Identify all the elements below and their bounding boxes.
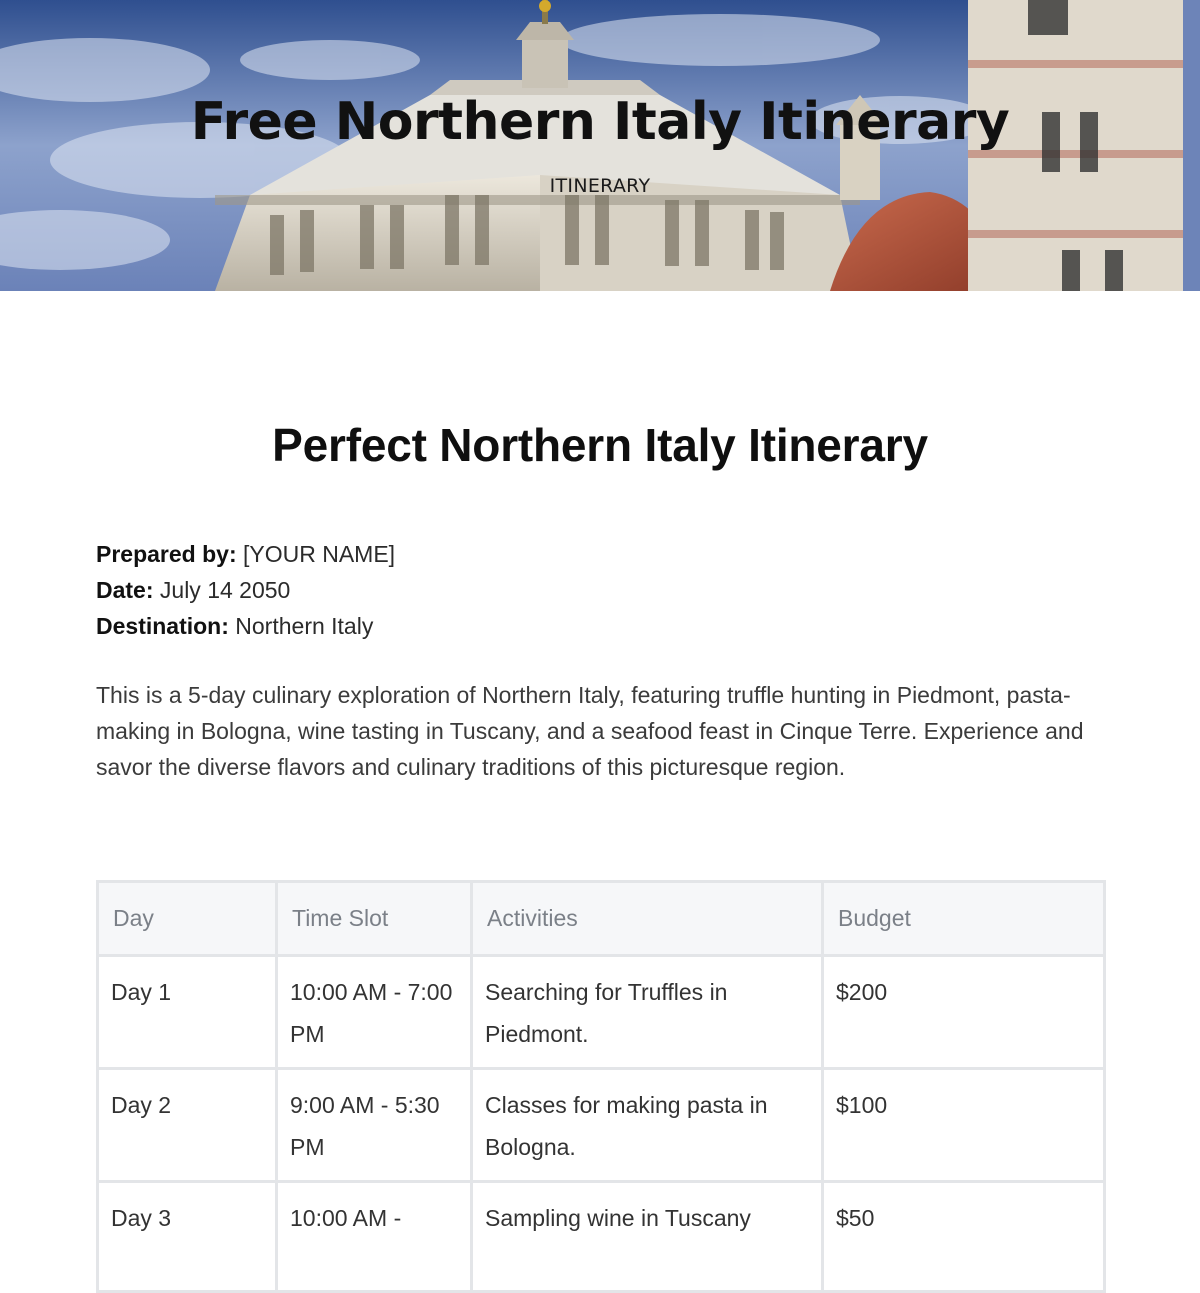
prepared-by-value: [YOUR NAME] (243, 541, 396, 567)
cell-time-slot: 10:00 AM - (277, 1182, 472, 1292)
destination-value: Northern Italy (235, 613, 374, 639)
itinerary-table (96, 880, 1106, 1293)
cell-day: Day 1 (98, 956, 277, 1069)
header-time-slot: Time Slot (277, 882, 472, 956)
cell-activities: Sampling wine in Tuscany (472, 1182, 823, 1292)
date-label: Date: (96, 577, 154, 603)
cell-day: Day 3 (98, 1182, 277, 1292)
header-activities: Activities (472, 882, 823, 956)
page-title: Perfect Northern Italy Itinerary (272, 419, 928, 471)
cell-budget: $100 (823, 1069, 1105, 1182)
date-value: July 14 2050 (159, 577, 291, 603)
cell-time-slot: 10:00 AM - 7:00 PM (277, 956, 472, 1069)
meta-destination (96, 608, 395, 644)
table-header-row (98, 882, 1105, 956)
cell-budget: $200 (823, 956, 1105, 1069)
cell-activities: Classes for making pasta in Bologna. (472, 1069, 823, 1182)
banner-title: Free Northern Italy Itinerary (190, 92, 1010, 152)
meta-date (96, 572, 395, 608)
table-row (98, 1069, 1105, 1182)
table-row (98, 956, 1105, 1069)
destination-label: Destination: (96, 613, 229, 639)
banner-subtitle: ITINERARY (549, 175, 651, 197)
cell-activities: Searching for Truffles in Piedmont. (472, 956, 823, 1069)
cell-day: Day 2 (98, 1069, 277, 1182)
prepared-by-label: Prepared by: (96, 541, 237, 567)
header-day: Day (98, 882, 277, 956)
intro-paragraph: This is a 5-day culinary exploration of Northern Italy, featuring truffle hunting in Piedmont, pasta-making in Bologna, wine tasting in Tuscany, and a seafood feast in Cinque Terre. Experience and savor the diverse flavors and culinary traditions of this picturesque region. (96, 682, 1084, 780)
header-budget: Budget (823, 882, 1105, 956)
meta-prepared-by (96, 536, 395, 572)
cell-budget: $50 (823, 1182, 1105, 1292)
cell-time-slot: 9:00 AM - 5:30 PM (277, 1069, 472, 1182)
header-banner (0, 0, 1200, 291)
table-row (98, 1182, 1105, 1292)
meta-block (96, 536, 395, 644)
